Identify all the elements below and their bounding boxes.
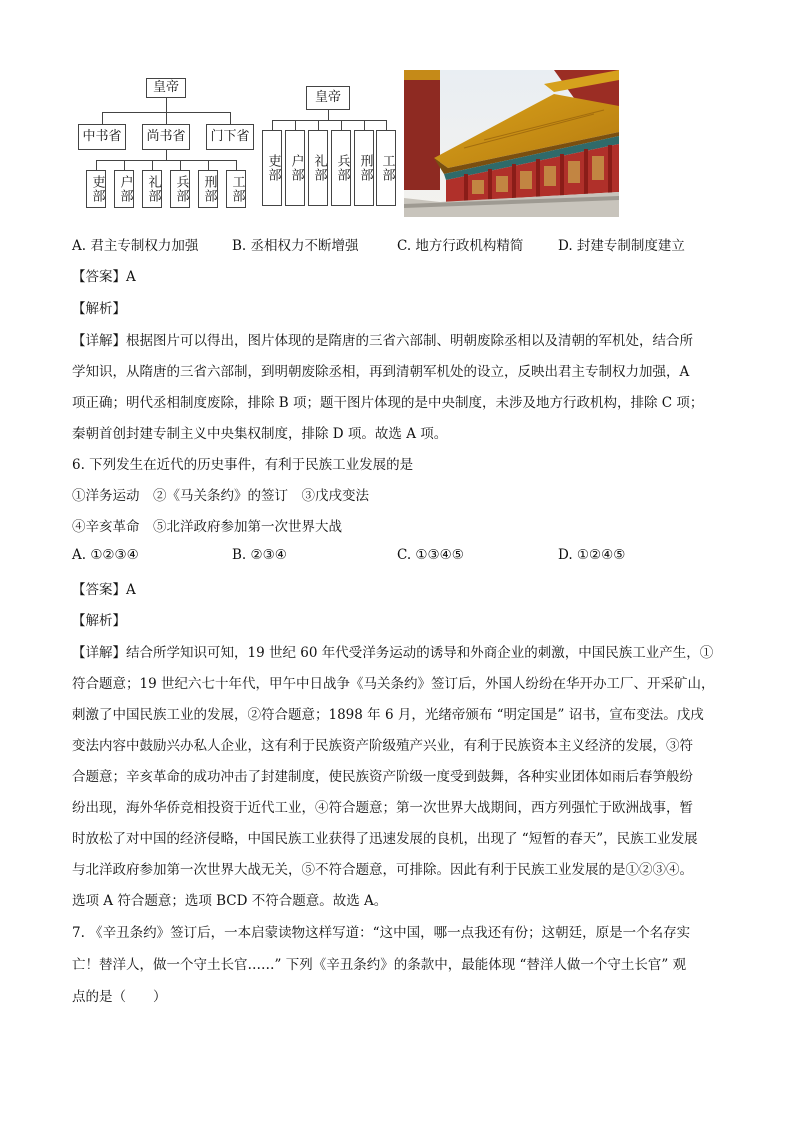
q5-option-d[interactable]: D. 封建专制制度建立: [558, 238, 685, 254]
ministry-box: 吏部: [86, 170, 106, 208]
q6-detail-line: 【详解】结合所学知识可知，19 世纪 60 年代受洋务运动的诱导和外商企业的刺激，中国民族工业产生，①: [72, 645, 714, 661]
q7-stem-line: 亡！替洋人，做一个守土长官……” 下列《辛丑条约》的条款中，最能体现 “替洋人做一个守土长官” 观: [72, 957, 687, 973]
q5-detail-line: 项正确；明代丞相制度废除，排除 B 项；题干图片体现的是中央制度，未涉及地方行政机构，排除 C 项；: [72, 395, 704, 411]
q6-option-b[interactable]: B. ②③④: [232, 547, 287, 563]
menxia-box: 门下省: [206, 124, 254, 150]
q5-detail-line: 学知识，从隋唐的三省六部制，到明朝废除丞相，再到清朝军机处的设立，反映出君主专制权力加强，A: [72, 364, 690, 380]
ministry-box: 吏部: [262, 130, 282, 206]
ministry-box: 工部: [376, 130, 396, 206]
q6-stem: 6. 下列发生在近代的历史事件，有利于民族工业发展的是: [72, 457, 414, 473]
ministry-box: 兵部: [170, 170, 190, 208]
q6-analysis-label: 【解析】: [72, 613, 126, 629]
q6-detail-line: 选项 A 符合题意；选项 BCD 不符合题意。故选 A。: [72, 893, 388, 909]
q5-option-a[interactable]: A. 君主专制权力加强: [72, 238, 199, 254]
q5-option-b[interactable]: B. 丞相权力不断增强: [232, 238, 359, 254]
emperor-box: 皇帝: [146, 78, 186, 98]
q5-detail-line: 【详解】根据图片可以得出，图片体现的是隋唐的三省六部制、明朝废除丞相以及清朝的军机处，结合所: [72, 333, 693, 349]
q6-detail-line: 纷出现，海外华侨竞相投资于近代工业，④符合题意；第一次世界大战期间，西方列强忙于欧洲战事，暂: [72, 800, 693, 816]
ministry-box: 户部: [114, 170, 134, 208]
q5-answer: 【答案】A: [72, 269, 136, 285]
zhongshu-box: 中书省: [78, 124, 126, 150]
q6-option-c[interactable]: C. ①③④⑤: [397, 547, 464, 563]
q5-option-c[interactable]: C. 地方行政机构精简: [397, 238, 524, 254]
ministry-box: 工部: [226, 170, 246, 208]
q6-detail-line: 变法内容中鼓励兴办私人企业，这有利于民族资产阶级殖产兴业，有利于民族资本主义经济的发展，③符: [72, 738, 693, 754]
emperor-box: 皇帝: [306, 86, 350, 110]
q6-option-a[interactable]: A. ①②③④: [72, 547, 139, 563]
shangshu-box: 尚书省: [142, 124, 190, 150]
ministry-box: 礼部: [142, 170, 162, 208]
q6-option-d[interactable]: D. ①②④⑤: [558, 547, 626, 563]
ministry-box: 刑部: [354, 130, 374, 206]
q6-detail-line: 合题意；辛亥革命的成功冲击了封建制度，使民族资产阶级一度受到鼓舞，各种实业团体如雨后春笋般纷: [72, 769, 693, 785]
q6-answer: 【答案】A: [72, 582, 136, 598]
q5-detail-line: 秦朝首创封建专制主义中央集权制度，排除 D 项。故选 A 项。: [72, 426, 448, 442]
q6-detail-line: 刺激了中国民族工业的发展，②符合题意；1898 年 6 月，光绪帝颁布 “明定国是” 诏书，宣布变法。戊戌: [72, 707, 704, 723]
ministry-box: 刑部: [198, 170, 218, 208]
palace-building-photo: [404, 70, 619, 217]
q6-items-1: ①洋务运动 ②《马关条约》的签订 ③戊戌变法: [72, 488, 369, 504]
q6-detail-line: 时放松了对中国的经济侵略，中国民族工业获得了迅速发展的良机，出现了 “短暂的春天”，民族工业发展: [72, 831, 698, 847]
ministry-box: 户部: [285, 130, 305, 206]
ministry-box: 礼部: [308, 130, 328, 206]
ministry-box: 兵部: [331, 130, 351, 206]
q6-detail-line: 符合题意；19 世纪六七十年代，甲午中日战争《马关条约》签订后，外国人纷纷在华开办工厂、开采矿山，: [72, 676, 715, 692]
q5-analysis-label: 【解析】: [72, 301, 126, 317]
q6-detail-line: 与北洋政府参加第一次世界大战无关，⑤不符合题意，可排除。因此有利于民族工业发展的是①②③④。: [72, 862, 693, 878]
figure-row: [78, 70, 620, 218]
q6-items-2: ④辛亥革命 ⑤北洋政府参加第一次世界大战: [72, 519, 342, 535]
q7-stem-line: 点的是（ ）: [72, 989, 167, 1005]
q7-stem-line: 7. 《辛丑条约》签订后，一本启蒙读物这样写道：“这中国，哪一点我还有份；这朝廷，原是一个名存实: [72, 925, 691, 941]
